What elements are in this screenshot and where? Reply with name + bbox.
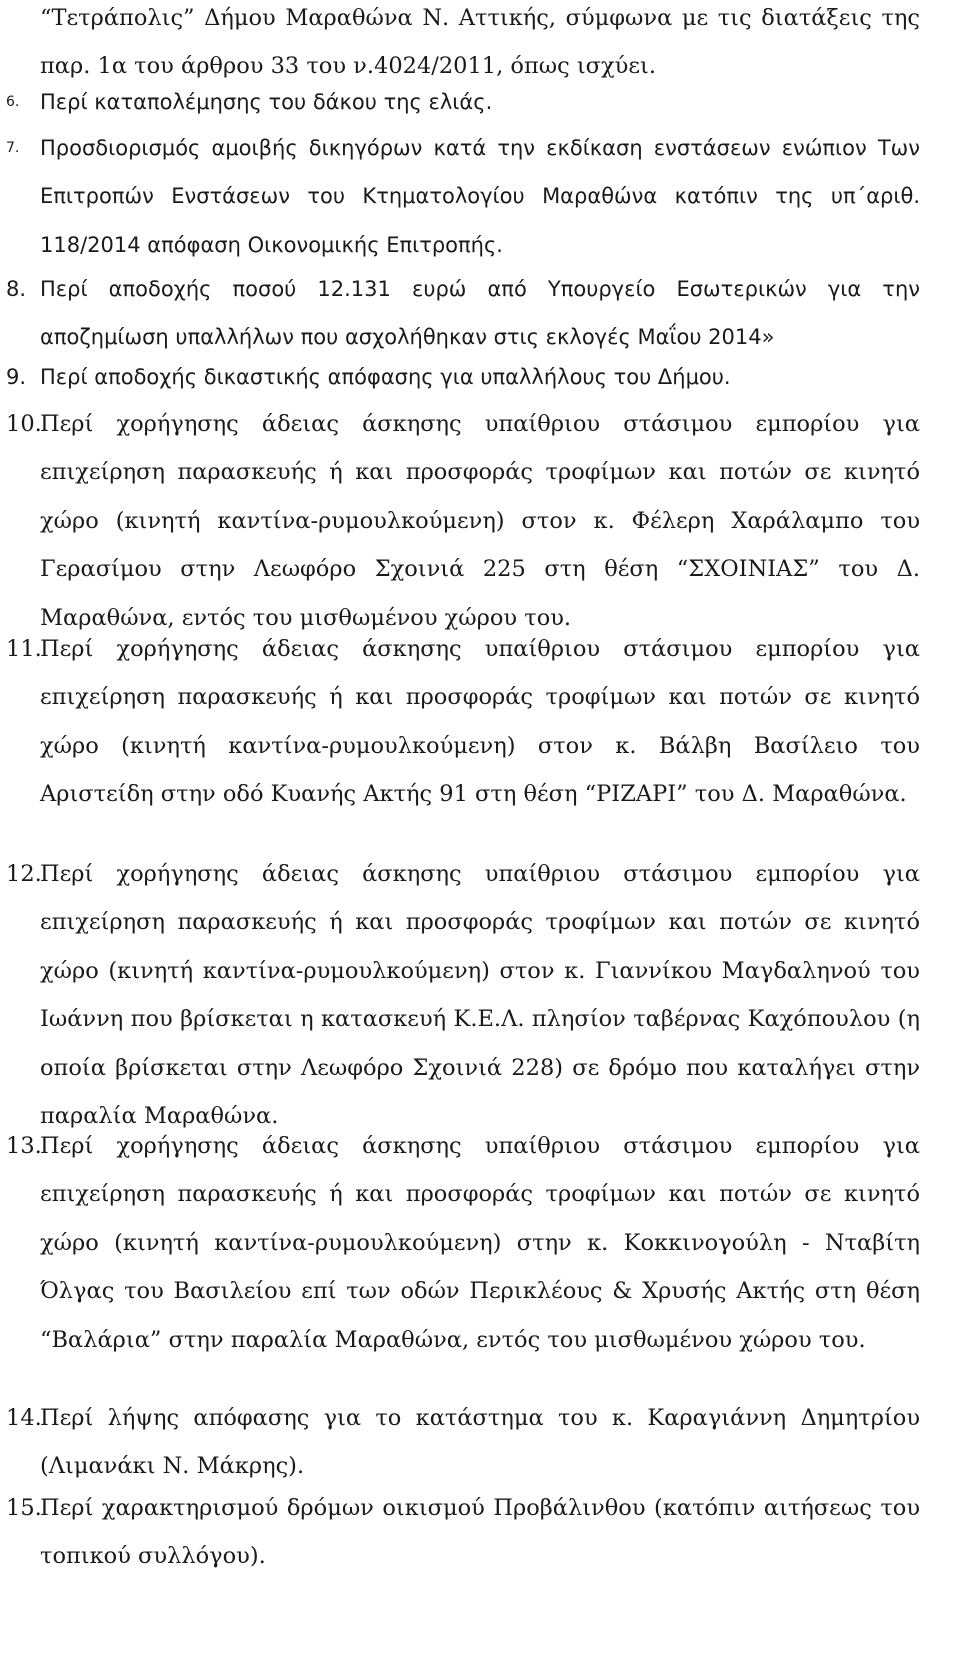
item-text: Περί καταπολέμησης του δάκου της ελιάς. — [40, 90, 493, 114]
item-number: 9. — [6, 365, 27, 389]
item-number: 6. — [6, 94, 20, 110]
item-number: 11. — [6, 636, 42, 662]
item-number: 14. — [6, 1405, 42, 1431]
list-item — [0, 124, 920, 269]
item-number: 13. — [6, 1133, 42, 1159]
list-item — [0, 78, 920, 126]
item-number: 7. — [6, 140, 20, 156]
list-item — [0, 265, 920, 362]
item-number: 15. — [6, 1495, 42, 1521]
item-text: “Τετράπολις” Δήμου Μαραθώνα Ν. Αττικής, σύμφωνα με τις διατάξεις της παρ. 1α του άρθρου 33 του ν.4024/2011, όπως ισχύει. — [40, 5, 920, 80]
item-text: Περί χορήγησης άδειας άσκησης υπαίθριου στάσιμου εμπορίου για επιχείρηση παρασκευής ή και προσφοράς τροφίμων και ποτών σε κινητό χώρο (κινητή καντίνα-ρυμουλκούμενη) στην κ. Κοκκινογούλη - Νταβίτη Όλγας του Βασιλείου επί των οδών Περικλέους & Χρυσής Ακτής στη θέση “Βαλάρια” στην παραλία Μαραθώνα, εντός του μισθωμένου χώρου του. — [40, 1133, 920, 1353]
item-text: Προσδιορισμός αμοιβής δικηγόρων κατά την εκδίκαση ενστάσεων ενώπιον Των Επιτροπών Ενστάσεων του Κτηματολογίου Μαραθώνα κατόπιν της υπ΄αριθ. 118/2014 απόφαση Οικονομικής Επιτροπής. — [40, 136, 920, 257]
list-item — [0, 1122, 920, 1364]
item-text: Περί αποδοχής ποσού 12.131 ευρώ από Υπουργείο Εσωτερικών για την αποζημίωση υπαλλήλων που ασχολήθηκαν στις εκλογές Μαΐου 2014» — [40, 277, 920, 350]
list-item — [0, 1484, 920, 1581]
item-number: 12. — [6, 861, 42, 887]
list-item — [0, 353, 920, 401]
list-item — [0, 850, 920, 1140]
item-number: 10. — [6, 411, 42, 437]
list-item — [0, 625, 920, 819]
item-text: Περί αποδοχής δικαστικής απόφασης για υπαλλήλους του Δήμου. — [40, 365, 731, 389]
list-item — [0, 400, 920, 642]
item-text: Περί λήψης απόφασης για το κατάστημα του κ. Καραγιάννη Δημητρίου (Λιμανάκι Ν. Μάκρης). — [40, 1405, 920, 1480]
item-number: 8. — [6, 277, 27, 301]
item-text: Περί χορήγησης άδειας άσκησης υπαίθριου στάσιμου εμπορίου για επιχείρηση παρασκευής ή και προσφοράς τροφίμων και ποτών σε κινητό χώρο (κινητή καντίνα-ρυμουλκούμενη) στον κ. Βάλβη Βασίλειο του Αριστείδη στην οδό Κυανής Ακτής 91 στη θέση “ΡΙΖΑΡΙ” του Δ. Μαραθώνα. — [40, 636, 920, 808]
item-text: Περί χαρακτηρισμού δρόμων οικισμού Προβάλινθου (κατόπιν αιτήσεως του τοπικού συλλόγου). — [40, 1495, 920, 1570]
list-item — [0, 1394, 920, 1491]
item-text: Περί χορήγησης άδειας άσκησης υπαίθριου στάσιμου εμπορίου για επιχείρηση παρασκευής ή και προσφοράς τροφίμων και ποτών σε κινητό χώρο (κινητή καντίνα-ρυμουλκούμενη) στον κ. Φέλερη Χαράλαμπο του Γερασίμου στην Λεωφόρο Σχοινιά 225 στη θέση “ΣΧΟΙΝΙΑΣ” του Δ. Μαραθώνα, εντός του μισθωμένου χώρου του. — [40, 411, 920, 631]
item-text: Περί χορήγησης άδειας άσκησης υπαίθριου στάσιμου εμπορίου για επιχείρηση παρασκευής ή και προσφοράς τροφίμων και ποτών σε κινητό χώρο (κινητή καντίνα-ρυμουλκούμενη) στον κ. Γιαννίκου Μαγδαληνού του Ιωάννη που βρίσκεται η κατασκευή Κ.Ε.Λ. πλησίον ταβέρνας Καχόπουλου (η οποία βρίσκεται στην Λεωφόρο Σχοινιά 228) σε δρόμο που καταλήγει στην παραλία Μαραθώνα. — [40, 861, 920, 1130]
